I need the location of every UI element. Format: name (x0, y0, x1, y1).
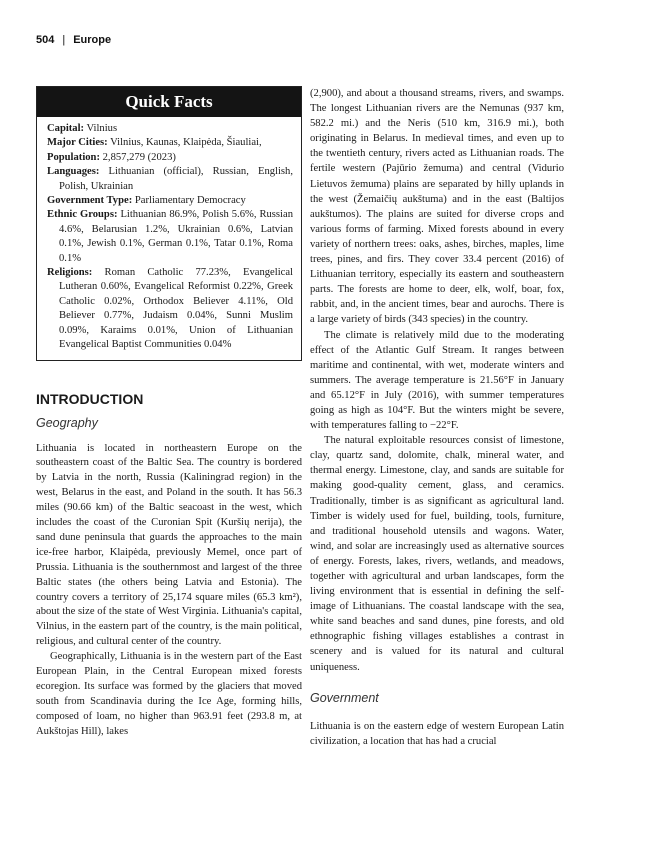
fact-population (47, 151, 293, 165)
quick-facts-box (36, 86, 302, 361)
fact-major-cities (47, 136, 293, 150)
geography-paragraph-2-continued: (2,900), and about a thousand streams, rivers, and swamps. The longest Lithuanian rivers are the Nemunas (937 km, 582.2 mi.) and the Neris (510 km, 316.9 mi.), both originating in Belarus. In medieval times, and even up to the twentieth century, rivers acted as Lithuanian roads. The fertile western (Pajūrio žemuma) and central (Vidurio Lietuvos žemuma) plains are separated by hilly uplands in the west (Žemaičių aukštuma) and in the east (Baltijos aukštumos). The plains are suited for diverse crops and various forms of farming. Mixed forests abound in every variety of northern trees: oaks, ashes, birches, maples, lime trees, pines, and firs. They cover 33.4 percent (2016) of Lithuanian territory, especially its eastern and southeastern parts. The forests are home to deer, elk, wolf, boar, fox, rabbit, and, in the ancient times, bear and aurochs. There is a large variety of birds (343 species) in the country. (310, 88, 564, 326)
fact-label: Government Type: (47, 195, 133, 207)
fact-languages (47, 165, 293, 194)
geography-subheading: Geography (36, 415, 98, 430)
fact-value: Parliamentary Democracy (132, 195, 246, 207)
fact-label: Religions: (47, 267, 93, 279)
government-subheading: Government (310, 690, 379, 705)
quick-facts-body (37, 117, 301, 360)
right-column (310, 86, 564, 749)
section-name: Europe (73, 34, 112, 46)
fact-label: Capital: (47, 123, 85, 134)
fact-value: 2,857,279 (2023) (99, 151, 176, 163)
fact-government-type (47, 194, 293, 208)
page-number: 504 (36, 34, 55, 46)
geography-paragraph-4: The natural exploitable resources consist of limestone, clay, quartz sand, dolomite, chalk, mineral water, and thermal energy. Limestone, clay, and sands are suitable for making good-quality cement, glass, and ceramics. Traditionally, timber is as significant as agricultural land. Timber is widely used for fuel, building, tools, furniture, and traditional household utensils and wagons. Water, wind, and solar are increasingly used as alternative sources of energy. Forests, lakes, rivers, wetlands, and meadows, together with agricultural and urban landscapes, form the living environment that is essential in defining the self-image of Lithuanians. The coastal landscape with the sea, white sand beaches and sand dunes, pine forests, and old ethnographic fishing villages establishes a contrast in scenery and is valued for its natural and cultural uniqueness. (310, 435, 564, 673)
government-paragraph-1: Lithuania is on the eastern edge of western European Latin civilization, a location that has had a crucial (310, 720, 564, 747)
geography-paragraph-1: Lithuania is located in northeastern Europe on the southeastern coast of the Baltic Sea. The country is bordered by Latvia in the north, Russia (Kaliningrad region) in the west, Belarus in the east, and Poland in the south. It has 56.3 miles (90.66 km) of the Baltic seacoast in the west, which includes the coast of the Curonian Spit (Kuršių nerija), the sand dune peninsula that guards the approaches to the main ice-free harbor, Klaipėda, previously Memel, once part of Prussia. Lithuania is the southernmost and largest of the three Baltic states (the others being Latvia and Estonia). The country covers a territory of 25,174 square miles (65.3 km²), about the size of the state of West Virginia. Lithuania's capital, Vilnius, in the eastern part of the country, is the main political, religious, and cultural center of the country. (36, 442, 302, 648)
fact-label: Languages: (47, 166, 100, 178)
running-head (36, 34, 111, 46)
introduction-heading: INTRODUCTION (36, 390, 144, 407)
fact-religions (47, 266, 293, 352)
fact-value: Lithuanian 86.9%, Polish 5.6%, Russian 4.6%, Belarusian 1.2%, Ukrainian 0.6%, Latvian 0.1%, Jewish 0.1%, German 0.1%, Tatar 0.1%, Roma 0.1% (59, 209, 293, 264)
fact-value: Lithuanian (official), Russian, English, Polish, Ukrainian (59, 166, 293, 192)
fact-label: Major Cities: (47, 137, 108, 149)
fact-capital (47, 122, 293, 136)
fact-ethnic-groups (47, 208, 293, 266)
left-column (36, 86, 302, 740)
quick-facts-title: Quick Facts (37, 87, 301, 117)
fact-value: Roman Catholic 77.23%, Evangelical Lutheran 0.60%, Evangelical Reformist 0.22%, Greek Catholic 0.02%, Orthodox Believer 4.11%, Old Believer 0.77%, Judaism 0.04%, Sunni Muslim 0.09%, Karaims 0.01%, Union of Lithuanian Evangelical Baptist Communities 0.04% (59, 267, 293, 351)
fact-label: Ethnic Groups: (47, 209, 118, 221)
geography-paragraph-3: The climate is relatively mild due to the moderating effect of the Atlantic Gulf Stream. It ranges between maritime and continental, with wet, moderate winters and summers. The average temperature is 21.56°F in January and 65.12°F in July (2016), with summer temperatures going as high as 104°F. But the winters might be severe, with temperatures falling to −22°F. (310, 329, 564, 432)
fact-value: Vilnius, Kaunas, Klaipėda, Šiauliai, (107, 137, 262, 149)
geography-paragraph-2: Geographically, Lithuania is in the western part of the East European Plain, in the Central European mixed forests ecoregion. Its surface was formed by the glaciers that moved south from Scandinavia during the Ice Age, forming hills, composed of loam, no higher than 963.91 feet (293.8 m, at Aukštojas Hill), lakes (36, 651, 302, 737)
fact-label: Population: (47, 151, 100, 163)
header-separator: | (62, 34, 66, 46)
fact-value: Vilnius (84, 123, 118, 134)
